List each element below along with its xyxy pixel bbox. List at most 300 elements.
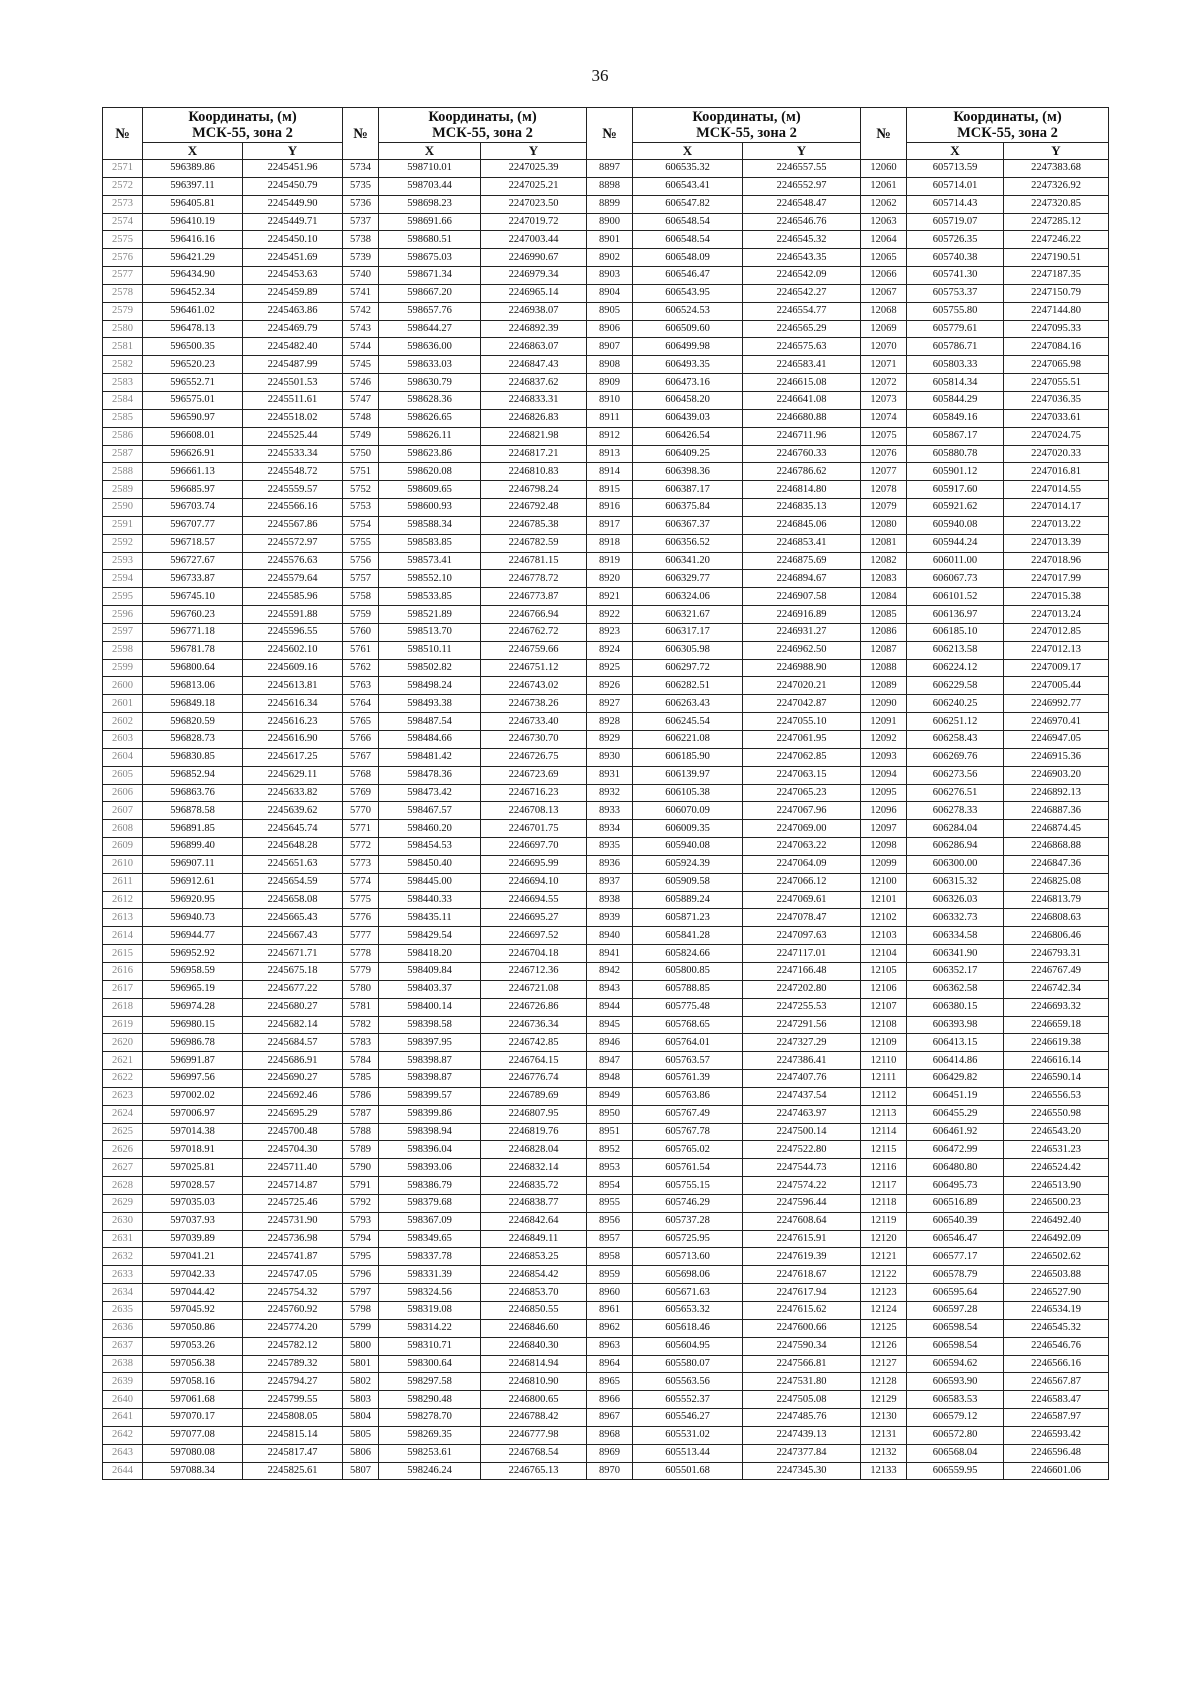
y-coordinate: 2247544.73 <box>743 1159 861 1177</box>
y-coordinate: 2246723.69 <box>481 766 587 784</box>
x-coordinate: 598644.27 <box>379 320 481 338</box>
table-row <box>103 731 1109 749</box>
point-number: 8940 <box>587 927 633 945</box>
x-coordinate: 598440.33 <box>379 891 481 909</box>
point-number: 12076 <box>861 445 907 463</box>
point-number: 5747 <box>343 391 379 409</box>
point-number: 8950 <box>587 1105 633 1123</box>
table-row <box>103 945 1109 963</box>
y-coordinate: 2246738.26 <box>481 695 587 713</box>
point-number: 2581 <box>103 338 143 356</box>
x-coordinate: 596608.01 <box>143 427 243 445</box>
y-coordinate: 2246583.47 <box>1004 1391 1109 1409</box>
x-coordinate: 606473.16 <box>633 374 743 392</box>
point-number: 5784 <box>343 1052 379 1070</box>
point-number: 8901 <box>587 231 633 249</box>
x-coordinate: 606548.54 <box>633 213 743 231</box>
y-coordinate: 2246556.53 <box>1004 1087 1109 1105</box>
point-number: 5782 <box>343 1016 379 1034</box>
point-number: 5802 <box>343 1373 379 1391</box>
y-coordinate: 2247013.24 <box>1004 606 1109 624</box>
table-row <box>103 873 1109 891</box>
point-number: 5796 <box>343 1266 379 1284</box>
table-row <box>103 909 1109 927</box>
point-number: 8923 <box>587 623 633 641</box>
point-number: 8970 <box>587 1462 633 1480</box>
table-row <box>103 1355 1109 1373</box>
table-row <box>103 1105 1109 1123</box>
point-number: 12064 <box>861 231 907 249</box>
point-number: 12132 <box>861 1444 907 1462</box>
y-coordinate: 2245747.05 <box>243 1266 343 1284</box>
y-coordinate: 2246742.34 <box>1004 980 1109 998</box>
point-number: 8948 <box>587 1070 633 1088</box>
y-coordinate: 2245450.79 <box>243 177 343 195</box>
y-coordinate: 2246849.11 <box>481 1230 587 1248</box>
point-number: 8953 <box>587 1159 633 1177</box>
y-coordinate: 2245808.05 <box>243 1409 343 1427</box>
y-coordinate: 2247023.50 <box>481 195 587 213</box>
point-number: 12077 <box>861 463 907 481</box>
point-number: 8941 <box>587 945 633 963</box>
point-number: 2617 <box>103 980 143 998</box>
y-coordinate: 2246492.40 <box>1004 1212 1109 1230</box>
table-row <box>103 499 1109 517</box>
y-coordinate: 2246766.94 <box>481 606 587 624</box>
table-row <box>103 516 1109 534</box>
y-coordinate: 2246868.88 <box>1004 838 1109 856</box>
y-coordinate: 2246988.90 <box>743 659 861 677</box>
table-row <box>103 802 1109 820</box>
point-number: 8936 <box>587 855 633 873</box>
x-coordinate: 606598.54 <box>907 1337 1004 1355</box>
x-coordinate: 598588.34 <box>379 516 481 534</box>
x-coordinate: 598314.22 <box>379 1319 481 1337</box>
y-coordinate: 2246892.13 <box>1004 784 1109 802</box>
point-number: 2623 <box>103 1087 143 1105</box>
point-number: 2586 <box>103 427 143 445</box>
point-number: 5750 <box>343 445 379 463</box>
table-row <box>103 641 1109 659</box>
table-row <box>103 1034 1109 1052</box>
x-coordinate: 605909.58 <box>633 873 743 891</box>
point-number: 12109 <box>861 1034 907 1052</box>
y-coordinate: 2246782.59 <box>481 534 587 552</box>
point-number: 2590 <box>103 499 143 517</box>
point-number: 8937 <box>587 873 633 891</box>
x-coordinate: 605765.02 <box>633 1141 743 1159</box>
point-number: 5749 <box>343 427 379 445</box>
point-number: 8921 <box>587 588 633 606</box>
y-coordinate: 2246965.14 <box>481 284 587 302</box>
point-number: 12123 <box>861 1284 907 1302</box>
x-coordinate: 596940.73 <box>143 909 243 927</box>
point-number: 2615 <box>103 945 143 963</box>
y-coordinate: 2245648.28 <box>243 838 343 856</box>
x-coordinate: 605714.01 <box>907 177 1004 195</box>
point-number: 8947 <box>587 1052 633 1070</box>
x-coordinate: 596997.56 <box>143 1070 243 1088</box>
x-coordinate: 606543.41 <box>633 177 743 195</box>
x-coordinate: 606245.54 <box>633 713 743 731</box>
x-coordinate: 605940.08 <box>907 516 1004 534</box>
x-coordinate: 596958.59 <box>143 962 243 980</box>
point-number: 5752 <box>343 481 379 499</box>
x-coordinate: 596661.13 <box>143 463 243 481</box>
y-coordinate: 2247187.35 <box>1004 267 1109 285</box>
point-number: 5800 <box>343 1337 379 1355</box>
y-coordinate: 2245616.90 <box>243 731 343 749</box>
x-coordinate: 596397.11 <box>143 177 243 195</box>
point-number: 5786 <box>343 1087 379 1105</box>
y-coordinate: 2246778.72 <box>481 570 587 588</box>
y-coordinate: 2247190.51 <box>1004 249 1109 267</box>
point-number: 5798 <box>343 1302 379 1320</box>
y-coordinate: 2246531.23 <box>1004 1141 1109 1159</box>
point-number: 2644 <box>103 1462 143 1480</box>
y-coordinate: 2246810.83 <box>481 463 587 481</box>
x-coordinate: 596575.01 <box>143 391 243 409</box>
y-coordinate: 2246641.08 <box>743 391 861 409</box>
x-coordinate: 605761.39 <box>633 1070 743 1088</box>
x-coordinate: 596733.87 <box>143 570 243 588</box>
point-number: 12088 <box>861 659 907 677</box>
x-coordinate: 597002.02 <box>143 1087 243 1105</box>
y-coordinate: 2246694.10 <box>481 873 587 891</box>
point-number: 2595 <box>103 588 143 606</box>
table-row <box>103 481 1109 499</box>
point-number: 12075 <box>861 427 907 445</box>
y-coordinate: 2246513.90 <box>1004 1177 1109 1195</box>
y-coordinate: 2246742.85 <box>481 1034 587 1052</box>
y-coordinate: 2245579.64 <box>243 570 343 588</box>
y-coordinate: 2247439.13 <box>743 1426 861 1444</box>
y-coordinate: 2246854.42 <box>481 1266 587 1284</box>
x-coordinate: 598473.42 <box>379 784 481 802</box>
point-number: 8927 <box>587 695 633 713</box>
y-coordinate: 2246915.36 <box>1004 748 1109 766</box>
point-number: 12084 <box>861 588 907 606</box>
point-number: 5768 <box>343 766 379 784</box>
x-coordinate: 596727.67 <box>143 552 243 570</box>
y-coordinate: 2246695.27 <box>481 909 587 927</box>
point-number: 5746 <box>343 374 379 392</box>
y-coordinate: 2245453.63 <box>243 267 343 285</box>
y-coordinate: 2246616.14 <box>1004 1052 1109 1070</box>
y-coordinate: 2246759.66 <box>481 641 587 659</box>
point-number: 12089 <box>861 677 907 695</box>
point-number: 8930 <box>587 748 633 766</box>
x-coordinate: 597080.08 <box>143 1444 243 1462</box>
point-number: 8958 <box>587 1248 633 1266</box>
y-coordinate: 2245680.27 <box>243 998 343 1016</box>
x-coordinate: 598533.85 <box>379 588 481 606</box>
y-coordinate: 2246874.45 <box>1004 820 1109 838</box>
x-coordinate: 598278.70 <box>379 1409 481 1427</box>
x-coordinate: 598484.66 <box>379 731 481 749</box>
y-coordinate: 2246590.14 <box>1004 1070 1109 1088</box>
point-number: 12079 <box>861 499 907 517</box>
y-coordinate: 2245567.86 <box>243 516 343 534</box>
x-coordinate: 598467.57 <box>379 802 481 820</box>
x-coordinate: 605740.38 <box>907 249 1004 267</box>
y-coordinate: 2246587.97 <box>1004 1409 1109 1427</box>
y-coordinate: 2246583.41 <box>743 356 861 374</box>
point-number: 12074 <box>861 409 907 427</box>
table-row <box>103 231 1109 249</box>
x-coordinate: 598583.85 <box>379 534 481 552</box>
y-coordinate: 2245774.20 <box>243 1319 343 1337</box>
x-coordinate: 596405.81 <box>143 195 243 213</box>
y-coordinate: 2247574.22 <box>743 1177 861 1195</box>
y-coordinate: 2247065.98 <box>1004 356 1109 374</box>
point-number: 12094 <box>861 766 907 784</box>
y-coordinate: 2246546.76 <box>743 213 861 231</box>
x-coordinate: 598552.10 <box>379 570 481 588</box>
y-coordinate: 2246615.08 <box>743 374 861 392</box>
table-row <box>103 838 1109 856</box>
y-coordinate: 2246548.47 <box>743 195 861 213</box>
point-number: 2613 <box>103 909 143 927</box>
y-coordinate: 2247150.79 <box>1004 284 1109 302</box>
y-coordinate: 2246850.55 <box>481 1302 587 1320</box>
point-number: 8960 <box>587 1284 633 1302</box>
point-number: 2576 <box>103 249 143 267</box>
point-number: 12108 <box>861 1016 907 1034</box>
y-coordinate: 2246992.77 <box>1004 695 1109 713</box>
point-number: 12116 <box>861 1159 907 1177</box>
table-row <box>103 409 1109 427</box>
x-coordinate: 596461.02 <box>143 302 243 320</box>
x-coordinate: 598573.41 <box>379 552 481 570</box>
y-coordinate: 2246853.41 <box>743 534 861 552</box>
x-coordinate: 605552.37 <box>633 1391 743 1409</box>
y-coordinate: 2245711.40 <box>243 1159 343 1177</box>
x-coordinate: 606352.17 <box>907 962 1004 980</box>
point-number: 2634 <box>103 1284 143 1302</box>
x-coordinate: 598399.57 <box>379 1087 481 1105</box>
y-coordinate: 2246768.54 <box>481 1444 587 1462</box>
y-coordinate: 2246853.25 <box>481 1248 587 1266</box>
point-number: 2593 <box>103 552 143 570</box>
x-coordinate: 606324.06 <box>633 588 743 606</box>
x-coordinate: 598675.03 <box>379 249 481 267</box>
point-number: 12133 <box>861 1462 907 1480</box>
table-row <box>103 784 1109 802</box>
point-number: 2571 <box>103 160 143 178</box>
point-number: 5781 <box>343 998 379 1016</box>
point-number: 2584 <box>103 391 143 409</box>
point-number: 8929 <box>587 731 633 749</box>
point-number: 12106 <box>861 980 907 998</box>
x-coordinate: 598710.01 <box>379 160 481 178</box>
x-coordinate: 606305.98 <box>633 641 743 659</box>
x-coordinate: 606413.15 <box>907 1034 1004 1052</box>
point-number: 5801 <box>343 1355 379 1373</box>
column-header-x: X <box>143 143 243 160</box>
table-row <box>103 338 1109 356</box>
point-number: 2588 <box>103 463 143 481</box>
x-coordinate: 606540.39 <box>907 1212 1004 1230</box>
point-number: 5759 <box>343 606 379 624</box>
x-coordinate: 597037.93 <box>143 1212 243 1230</box>
point-number: 5748 <box>343 409 379 427</box>
y-coordinate: 2246788.42 <box>481 1409 587 1427</box>
y-coordinate: 2246892.39 <box>481 320 587 338</box>
point-number: 2592 <box>103 534 143 552</box>
y-coordinate: 2246701.75 <box>481 820 587 838</box>
table-row <box>103 391 1109 409</box>
y-coordinate: 2247407.76 <box>743 1070 861 1088</box>
point-number: 12090 <box>861 695 907 713</box>
x-coordinate: 606409.25 <box>633 445 743 463</box>
point-number: 12072 <box>861 374 907 392</box>
point-number: 5744 <box>343 338 379 356</box>
y-coordinate: 2246847.43 <box>481 356 587 374</box>
y-coordinate: 2245671.71 <box>243 945 343 963</box>
point-number: 8904 <box>587 284 633 302</box>
x-coordinate: 606258.43 <box>907 731 1004 749</box>
y-coordinate: 2246776.74 <box>481 1070 587 1088</box>
x-coordinate: 606185.90 <box>633 748 743 766</box>
table-row <box>103 1409 1109 1427</box>
x-coordinate: 598493.38 <box>379 695 481 713</box>
x-coordinate: 605513.44 <box>633 1444 743 1462</box>
x-coordinate: 597050.86 <box>143 1319 243 1337</box>
y-coordinate: 2246777.98 <box>481 1426 587 1444</box>
x-coordinate: 605753.37 <box>907 284 1004 302</box>
y-coordinate: 2247013.22 <box>1004 516 1109 534</box>
point-number: 5790 <box>343 1159 379 1177</box>
x-coordinate: 606329.77 <box>633 570 743 588</box>
table-row <box>103 213 1109 231</box>
y-coordinate: 2246542.09 <box>743 267 861 285</box>
y-coordinate: 2247067.96 <box>743 802 861 820</box>
point-number: 12110 <box>861 1052 907 1070</box>
y-coordinate: 2246826.83 <box>481 409 587 427</box>
y-coordinate: 2246680.88 <box>743 409 861 427</box>
x-coordinate: 606578.79 <box>907 1266 1004 1284</box>
point-number: 12073 <box>861 391 907 409</box>
x-coordinate: 606472.99 <box>907 1141 1004 1159</box>
point-number: 12126 <box>861 1337 907 1355</box>
y-coordinate: 2245585.96 <box>243 588 343 606</box>
y-coordinate: 2247320.85 <box>1004 195 1109 213</box>
y-coordinate: 2245692.46 <box>243 1087 343 1105</box>
x-coordinate: 605719.07 <box>907 213 1004 231</box>
point-number: 2631 <box>103 1230 143 1248</box>
x-coordinate: 596991.87 <box>143 1052 243 1070</box>
x-coordinate: 598300.64 <box>379 1355 481 1373</box>
point-number: 8966 <box>587 1391 633 1409</box>
point-number: 5778 <box>343 945 379 963</box>
y-coordinate: 2247377.84 <box>743 1444 861 1462</box>
y-coordinate: 2247061.95 <box>743 731 861 749</box>
point-number: 8919 <box>587 552 633 570</box>
x-coordinate: 596478.13 <box>143 320 243 338</box>
x-coordinate: 605871.23 <box>633 909 743 927</box>
point-number: 2594 <box>103 570 143 588</box>
column-header-coords: Координаты, (м) МСК-55, зона 2 <box>633 108 861 143</box>
point-number: 2632 <box>103 1248 143 1266</box>
y-coordinate: 2247025.39 <box>481 160 587 178</box>
x-coordinate: 606426.54 <box>633 427 743 445</box>
table-row <box>103 570 1109 588</box>
point-number: 5755 <box>343 534 379 552</box>
x-coordinate: 598445.00 <box>379 873 481 891</box>
y-coordinate: 2245449.90 <box>243 195 343 213</box>
table-row <box>103 1444 1109 1462</box>
point-number: 12117 <box>861 1177 907 1195</box>
y-coordinate: 2247617.94 <box>743 1284 861 1302</box>
point-number: 5805 <box>343 1426 379 1444</box>
x-coordinate: 605755.80 <box>907 302 1004 320</box>
point-number: 8920 <box>587 570 633 588</box>
point-number: 12129 <box>861 1391 907 1409</box>
x-coordinate: 596852.94 <box>143 766 243 784</box>
x-coordinate: 605653.32 <box>633 1302 743 1320</box>
point-number: 8962 <box>587 1319 633 1337</box>
point-number: 5756 <box>343 552 379 570</box>
y-coordinate: 2246527.90 <box>1004 1284 1109 1302</box>
x-coordinate: 597077.08 <box>143 1426 243 1444</box>
y-coordinate: 2246813.79 <box>1004 891 1109 909</box>
point-number: 2578 <box>103 284 143 302</box>
x-coordinate: 605741.30 <box>907 267 1004 285</box>
y-coordinate: 2245731.90 <box>243 1212 343 1230</box>
point-number: 2601 <box>103 695 143 713</box>
x-coordinate: 606070.09 <box>633 802 743 820</box>
x-coordinate: 606451.19 <box>907 1087 1004 1105</box>
x-coordinate: 605501.68 <box>633 1462 743 1480</box>
point-number: 12096 <box>861 802 907 820</box>
column-header-no: № <box>103 108 143 160</box>
x-coordinate: 606597.28 <box>907 1302 1004 1320</box>
table-row <box>103 302 1109 320</box>
y-coordinate: 2247566.81 <box>743 1355 861 1373</box>
point-number: 8925 <box>587 659 633 677</box>
y-coordinate: 2246524.42 <box>1004 1159 1109 1177</box>
y-coordinate: 2247016.81 <box>1004 463 1109 481</box>
table-row <box>103 1230 1109 1248</box>
y-coordinate: 2245487.99 <box>243 356 343 374</box>
x-coordinate: 605761.54 <box>633 1159 743 1177</box>
point-number: 8939 <box>587 909 633 927</box>
y-coordinate: 2246593.42 <box>1004 1426 1109 1444</box>
y-coordinate: 2246806.46 <box>1004 927 1109 945</box>
point-number: 5773 <box>343 855 379 873</box>
y-coordinate: 2246979.34 <box>481 267 587 285</box>
x-coordinate: 598703.44 <box>379 177 481 195</box>
point-number: 2609 <box>103 838 143 856</box>
y-coordinate: 2247500.14 <box>743 1123 861 1141</box>
x-coordinate: 606559.95 <box>907 1462 1004 1480</box>
y-coordinate: 2245686.91 <box>243 1052 343 1070</box>
table-row <box>103 249 1109 267</box>
x-coordinate: 596745.10 <box>143 588 243 606</box>
x-coordinate: 605698.06 <box>633 1266 743 1284</box>
y-coordinate: 2246712.36 <box>481 962 587 980</box>
y-coordinate: 2245700.48 <box>243 1123 343 1141</box>
point-number: 5806 <box>343 1444 379 1462</box>
point-number: 2636 <box>103 1319 143 1337</box>
y-coordinate: 2246502.62 <box>1004 1248 1109 1266</box>
y-coordinate: 2246807.95 <box>481 1105 587 1123</box>
x-coordinate: 605841.28 <box>633 927 743 945</box>
x-coordinate: 606286.94 <box>907 838 1004 856</box>
point-number: 2624 <box>103 1105 143 1123</box>
y-coordinate: 2247005.44 <box>1004 677 1109 695</box>
